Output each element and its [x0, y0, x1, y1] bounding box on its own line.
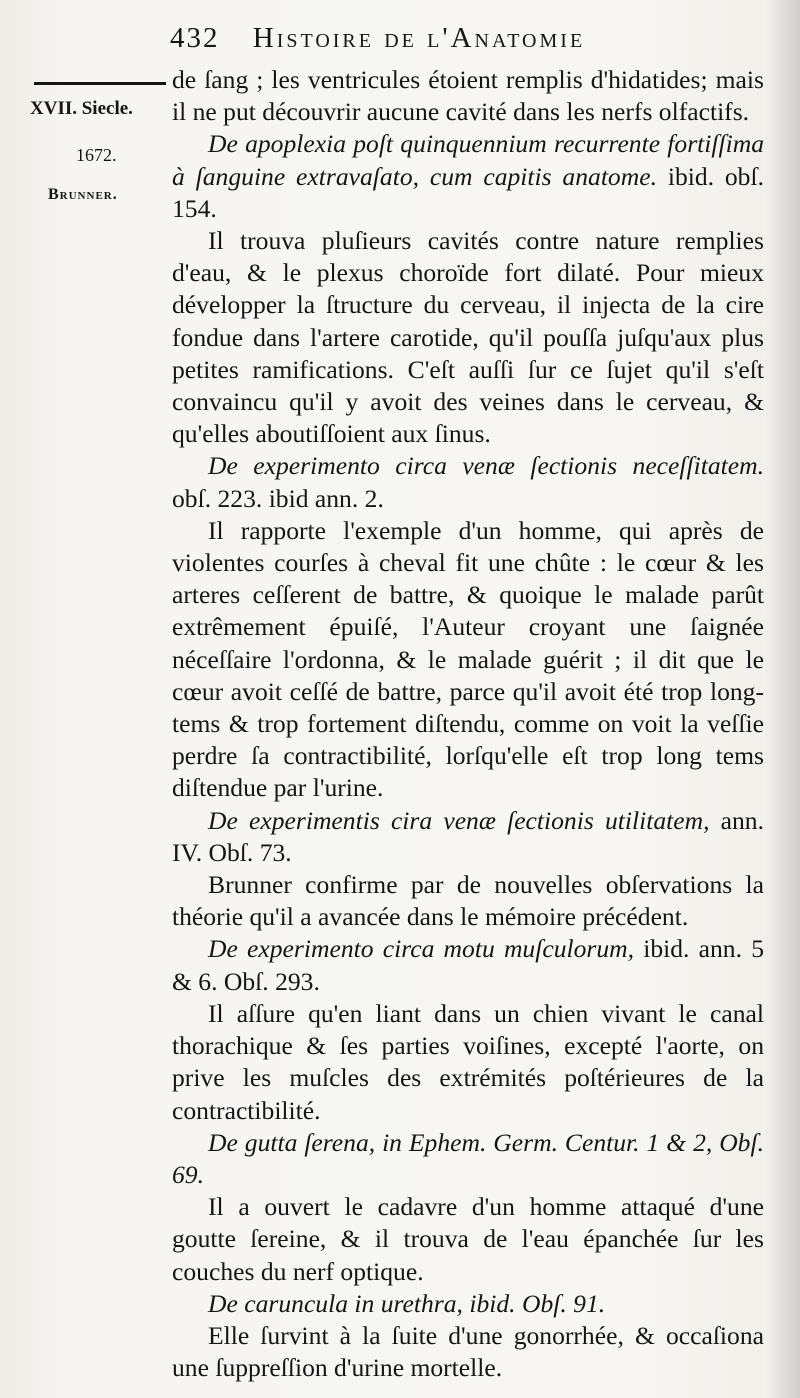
running-title: Histoire de l'Anatomie [252, 22, 586, 54]
margin-author: Brunner. [48, 186, 118, 203]
paragraph: Elle ſurvint à la ſuite d'une gonorrhée, & occaſiona une ſuppreſſion d'urine mortelle. [172, 1320, 764, 1383]
margin-rule [34, 82, 166, 85]
margin-century: XVII. Siecle. [30, 98, 133, 119]
citation-title [172, 128, 764, 225]
citation-title [172, 933, 764, 997]
margin-year: 1672. [76, 145, 117, 165]
running-header [170, 22, 730, 55]
citation-title [172, 1288, 764, 1320]
paragraph: Il trouva pluſieurs cavités contre nature remplies d'eau, & le plexus choroïde fort dilaté. Pour mieux développer la ſtructure du cerveau, il injecta de la cire fondue dans l'artere carotide, qu'il pouſſa juſqu'aux plus petites ramifications. C'eſt auſſi ſur ce ſujet qu'il s'eſt convaincu qu'il y avoit des veines dans le cerveau, & qu'elles aboutiſſoient aux ſinus. [172, 226, 764, 449]
citation-italic: De experimentis cira venæ ſectionis utilitatem, [208, 805, 710, 835]
citation-italic: De gutta ſerena, in Ephem. Germ. Centur. 1 & 2, Obſ. 69. [172, 1127, 764, 1189]
citation-italic: De experimento circa venæ ſectionis neceſſitatem. [208, 451, 764, 481]
citation-reference: ibid. obſ. 154. [172, 161, 764, 223]
page-gutter-shadow [766, 0, 800, 1398]
paragraph: Il aſſure qu'en liant dans un chien vivant le canal thorachique & ſes parties voiſines, excepté l'aorte, on prive les muſcles des extrémités poſtérieures de la contractibilité. [172, 998, 764, 1125]
paragraph: Brunner confirme par de nouvelles obſervations la théorie qu'il a avancée dans le mémoire précédent. [172, 870, 764, 932]
citation-reference: ann. IV. Obſ. 73. [172, 805, 764, 867]
citation-reference: obſ. 223. ibid ann. 2. [172, 483, 384, 513]
page-number: 432 [170, 22, 220, 54]
citation-title [172, 805, 764, 869]
citation-italic: De apoplexia poſt quinquennium recurrente fortiſſima à ſanguine extravaſato, cum capitis anatome. [172, 129, 764, 191]
citation-italic: De caruncula in urethra, ibid. Obſ. 91. [208, 1288, 606, 1318]
citation-title [172, 450, 764, 514]
paragraph: de ſang ; les ventricules étoient remplis d'hidatides; mais il ne put découvrir aucune cavité dans les nerfs olfactifs. [172, 65, 764, 127]
citation-title [172, 1127, 764, 1191]
citation-italic: De experimento circa motu muſculorum, [208, 934, 635, 964]
paragraph: Il a ouvert le cadavre d'un homme attaqué d'une goutte ſereine, & il trouva de l'eau épanchée ſur les couches du nerf optique. [172, 1192, 764, 1286]
body-text [172, 64, 764, 1384]
citation-reference: ibid. ann. 5 & 6. Obſ. 293. [172, 934, 764, 996]
paragraph: Il rapporte l'exemple d'un homme, qui après de violentes courſes à cheval fit une chûte : le cœur & les arteres ceſſerent de battre, & quoique le malade parût extrêmement épuiſé, l'Auteur croyant une ſaignée néceſſaire l'ordonna, & le malade guérit ; il dit que le cœur avoit ceſſé de battre, parce qu'il avoit été trop long-tems & trop fortement diſtendu, comme on voit la veſſie perdre ſa contractibilité, lorſqu'elle eſt trop long tems diſtendue par l'urine. [172, 515, 764, 803]
